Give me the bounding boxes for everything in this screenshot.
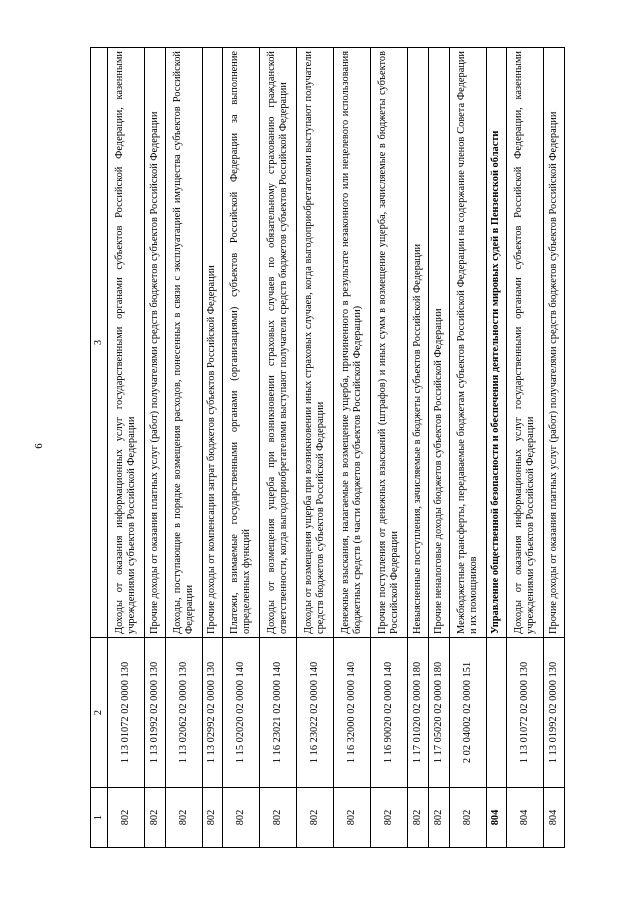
revenue-code-cell: 1 17 01020 02 0000 180 [408,638,429,788]
revenue-name-cell: Доходы от оказания информационных услуг государственными органами субъектов Российской Федерации, казенными учреждениями субъектов Российской Федерации [108,48,145,638]
admin-code-cell: 802 [202,788,223,848]
admin-code-cell: 804 [544,788,565,848]
revenue-code-cell: 1 13 02062 02 0000 130 [165,638,202,788]
revenue-code-cell: 1 13 01072 02 0000 130 [507,638,544,788]
table-row [202,48,223,848]
table-row [223,48,260,848]
table-header-row [91,48,108,848]
table-row [108,48,145,848]
revenue-name-cell: Прочие неналоговые доходы бюджетов субъектов Российской Федерации [429,48,450,638]
table-row [408,48,429,848]
admin-code-cell: 804 [507,788,544,848]
column-header: 1 [91,788,108,848]
revenue-code-cell: 1 13 01072 02 0000 130 [108,638,145,788]
admin-code-cell: 802 [145,788,166,848]
table-row [165,48,202,848]
revenue-code-cell: 2 02 04002 02 0000 151 [449,638,486,788]
revenue-code-cell: 1 16 32000 02 0000 140 [334,638,371,788]
table-row [334,48,371,848]
admin-code-cell: 802 [334,788,371,848]
revenue-code-cell: 1 15 02020 02 0000 140 [223,638,260,788]
admin-code-cell: 802 [429,788,450,848]
admin-code-cell: 802 [260,788,297,848]
table-row [449,48,486,848]
revenue-name-cell: Денежные взыскания, налагаемые в возмещение ущерба, причиненного в результате незаконного или нецелевого использования бюджетных средств (в части бюджетов субъектов Российской Федерации) [334,48,371,638]
revenue-code-cell: 1 16 90020 02 0000 140 [371,638,408,788]
admin-code-cell: 802 [371,788,408,848]
table-row [371,48,408,848]
revenue-name-cell: Прочие доходы от оказания платных услуг (работ) получателями средств бюджетов субъектов Российской Федерации [544,48,565,638]
revenue-name-cell: Управление общественной безопасности и обеспечения деятельности мировых судей в Пензенской области [486,48,507,638]
revenue-code-cell: 1 13 02992 02 0000 130 [202,638,223,788]
rotated-sheet [90,48,565,848]
revenue-name-cell: Невыясненные поступления, зачисляемые в бюджеты субъектов Российской Федерации [408,48,429,638]
column-header: 2 [91,638,108,788]
revenue-code-cell: 1 16 23021 02 0000 140 [260,638,297,788]
revenue-code-cell [486,638,507,788]
admin-code-cell: 802 [297,788,334,848]
table-row [486,48,507,848]
revenue-name-cell: Прочие доходы от оказания платных услуг (работ) получателями средств бюджетов субъектов Российской Федерации [145,48,166,638]
table-row [507,48,544,848]
table-row [297,48,334,848]
admin-code-cell: 802 [223,788,260,848]
revenue-code-cell: 1 13 01992 02 0000 130 [544,638,565,788]
revenue-code-cell: 1 13 01992 02 0000 130 [145,638,166,788]
page-number: 6 [32,443,45,449]
revenue-code-cell: 1 17 05020 02 0000 180 [429,638,450,788]
admin-code-cell: 802 [449,788,486,848]
admin-code-cell: 802 [165,788,202,848]
column-header: 3 [91,48,108,638]
revenue-name-cell: Доходы, поступающие в порядке возмещения расходов, понесенных в связи с эксплуатацией имущества субъектов Российской Федерации [165,48,202,638]
revenue-code-cell: 1 16 23022 02 0000 140 [297,638,334,788]
admin-code-cell: 804 [486,788,507,848]
revenue-name-cell: Прочие доходы от компенсации затрат бюджетов субъектов Российской Федерации [202,48,223,638]
admin-code-cell: 802 [108,788,145,848]
table-row [145,48,166,848]
revenue-name-cell: Доходы от оказания информационных услуг государственными органами субъектов Российской Федерации, казенными учреждениями субъектов Российской Федерации [507,48,544,638]
revenue-codes-table [90,47,565,848]
revenue-name-cell: Платежи, взимаемые государственными органами (организациями) субъектов Российской Федерации за выполнение определенных функций [223,48,260,638]
table-row [429,48,450,848]
revenue-name-cell: Межбюджетные трансферты, передаваемые бюджетам субъектов Российской Федерации на содержание членов Совета Федерации и их помощников [449,48,486,638]
revenue-name-cell: Доходы от возмещения ущерба при возникновении страховых случаев по обязательному страхованию гражданской ответственности, когда выгодоприобретателями выступают получатели средств бюджетов субъектов Российской Федерации [260,48,297,638]
admin-code-cell: 802 [408,788,429,848]
table-row [544,48,565,848]
revenue-name-cell: Доходы от возмещения ущерба при возникновении иных страховых случаев, когда выгодоприобретателями выступают получатели средств бюджетов субъектов Российской Федерации [297,48,334,638]
table-row [260,48,297,848]
revenue-name-cell: Прочие поступления от денежных взысканий (штрафов) и иных сумм в возмещение ущерба, зачисляемые в бюджеты субъектов Российской Федерации [371,48,408,638]
